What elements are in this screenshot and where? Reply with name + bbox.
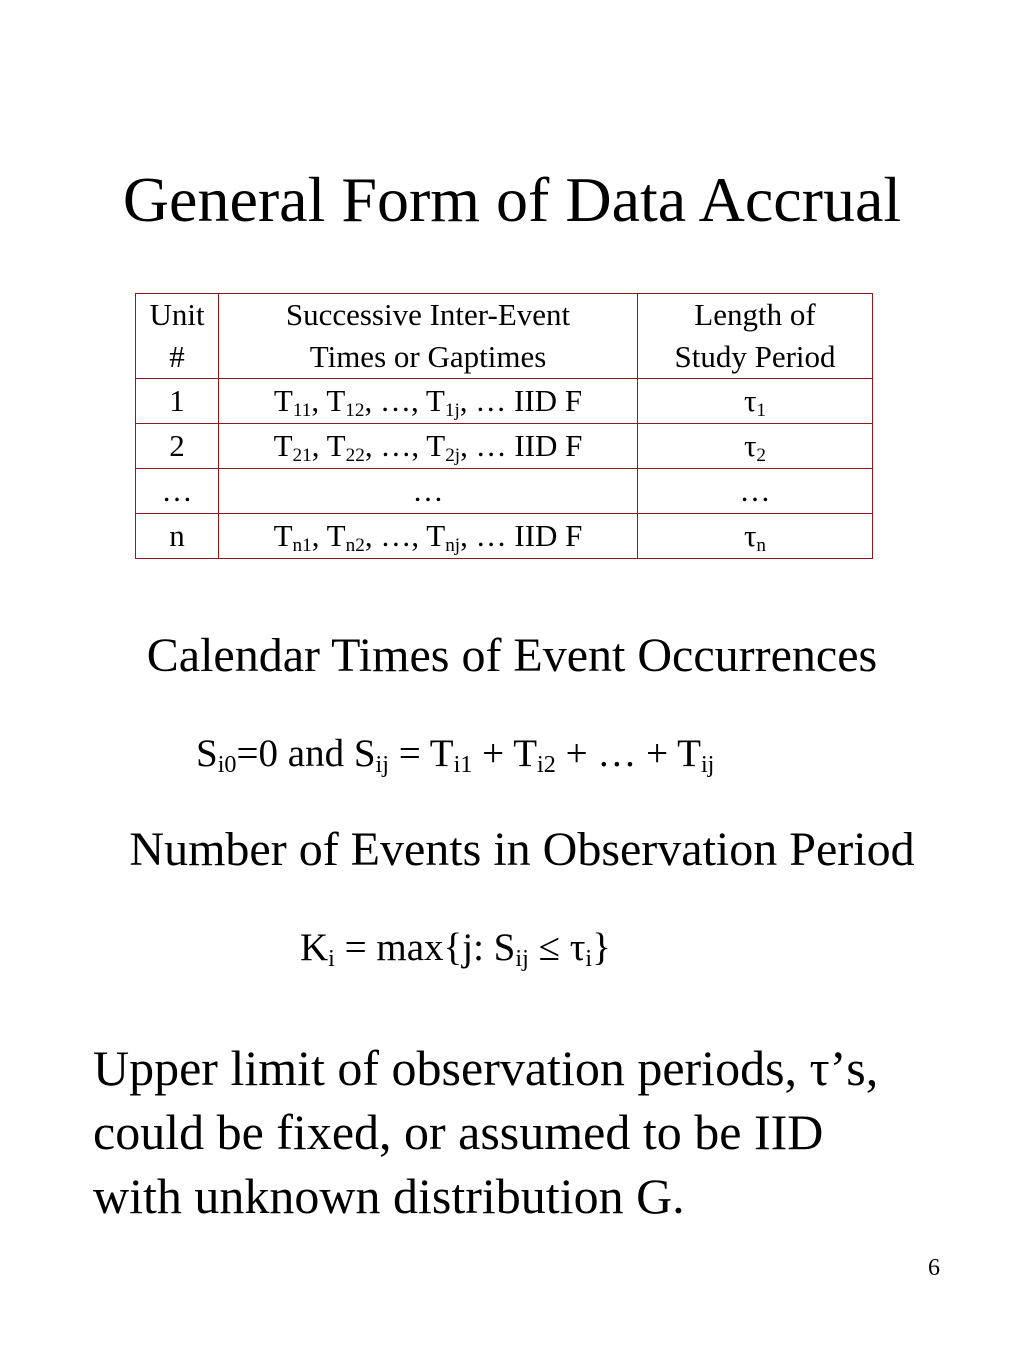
tau-subscript: 2 (756, 444, 767, 466)
formula-subscript: ij (700, 751, 715, 779)
gaptime-symbol: T (273, 518, 293, 553)
formula-symbol: S (353, 732, 376, 775)
gaptime-text: , … IID F (460, 428, 583, 463)
table-row (136, 424, 873, 469)
gaptime-symbol: T (425, 383, 445, 418)
gaptime-symbol: T (426, 428, 446, 463)
header-unit-line2: # (169, 339, 185, 374)
gaptimes-cell (219, 514, 638, 559)
gaptime-symbol: T (326, 518, 346, 553)
data-accrual-table (135, 293, 873, 559)
header-unit (136, 294, 219, 379)
table-body (136, 379, 873, 559)
gaptime-subscript: 12 (345, 399, 365, 421)
unit-cell: … (136, 469, 219, 514)
header-times-line1: Successive Inter-Event (285, 297, 571, 332)
formula-subscript: i (328, 945, 335, 973)
note-line-1: Upper limit of observation periods, τ’s, (93, 1040, 879, 1096)
note-line-2: could be fixed, or assumed to be IID (93, 1104, 824, 1160)
table-row (136, 514, 873, 559)
formula-symbol: S (196, 732, 218, 775)
gaptime-subscript: nj (445, 534, 461, 556)
tau-symbol: τ (743, 428, 757, 463)
unit-cell: n (136, 514, 219, 559)
observation-period-note (93, 1036, 973, 1228)
formula-text: = (388, 732, 430, 775)
gaptime-text: , (311, 518, 327, 553)
slide-title: General Form of Data Accrual (122, 164, 902, 235)
header-times (219, 294, 638, 379)
tau-symbol: τ (743, 518, 757, 553)
number-of-events-formula (300, 924, 611, 972)
formula-symbol: T (677, 732, 701, 775)
gaptime-text: , (311, 428, 327, 463)
gaptime-text: , …, (364, 428, 427, 463)
gaptimes-cell (219, 379, 638, 424)
gaptime-symbol: T (326, 383, 346, 418)
gaptime-symbol: T (273, 428, 293, 463)
number-of-events-heading: Number of Events in Observation Period (129, 823, 915, 876)
formula-subscript: i1 (453, 751, 473, 779)
formula-text: = max{j: (334, 926, 494, 969)
header-unit-line1: Unit (149, 297, 205, 332)
formula-symbol: T (513, 732, 538, 775)
gaptime-subscript: 11 (292, 399, 312, 421)
calendar-times-formula (196, 730, 714, 778)
gaptime-text: , …, (364, 518, 427, 553)
gaptime-text: … (412, 473, 444, 508)
table-row (136, 469, 873, 514)
study-period-cell (638, 514, 873, 559)
gaptime-text: , … IID F (460, 518, 583, 553)
gaptime-symbol: T (326, 428, 346, 463)
gaptime-text: , …, (364, 383, 426, 418)
study-period-cell (638, 469, 873, 514)
formula-subscript: i0 (217, 751, 237, 779)
calendar-times-heading: Calendar Times of Event Occurrences (146, 629, 878, 682)
formula-text: + … + (555, 732, 678, 775)
tau-subscript: n (756, 534, 767, 556)
gaptime-text: , … IID F (459, 383, 583, 418)
gaptime-subscript: n1 (292, 534, 312, 556)
formula-text: ≤ (528, 926, 570, 969)
formula-text: + (472, 732, 514, 775)
header-study-period-line2: Study Period (674, 339, 836, 374)
formula-symbol: τ (569, 926, 586, 969)
header-study-period-line1: Length of (694, 297, 816, 332)
formula-symbol: S (493, 926, 516, 969)
tau-subscript: 1 (756, 399, 767, 421)
gaptime-subscript: n2 (345, 534, 365, 556)
formula-subscript: i (585, 945, 593, 973)
header-study-period (638, 294, 873, 379)
formula-subscript: i2 (537, 751, 556, 779)
gaptime-subscript: 21 (292, 444, 312, 466)
gaptime-subscript: 2j (445, 444, 461, 466)
formula-text: =0 and (236, 732, 354, 775)
formula-symbol: K (300, 926, 329, 969)
gaptime-text: , (311, 383, 327, 418)
tau-symbol: … (739, 473, 771, 508)
gaptime-symbol: T (426, 518, 446, 553)
page-number: 6 (928, 1255, 940, 1281)
gaptime-subscript: 1j (444, 399, 460, 421)
unit-cell: 1 (136, 379, 219, 424)
study-period-cell (638, 379, 873, 424)
note-line-3: with unknown distribution G. (93, 1168, 685, 1224)
table-row (136, 379, 873, 424)
formula-text: } (592, 926, 611, 969)
formula-subscript: ij (515, 945, 529, 973)
tau-symbol: τ (743, 383, 757, 418)
gaptimes-cell (219, 469, 638, 514)
gaptime-symbol: T (273, 383, 293, 418)
unit-cell: 2 (136, 424, 219, 469)
gaptimes-cell (219, 424, 638, 469)
formula-subscript: ij (375, 751, 389, 779)
header-times-line2: Times or Gaptimes (309, 339, 547, 374)
study-period-cell (638, 424, 873, 469)
formula-symbol: T (429, 732, 454, 775)
gaptime-subscript: 22 (345, 444, 365, 466)
table-header-row (136, 294, 873, 379)
